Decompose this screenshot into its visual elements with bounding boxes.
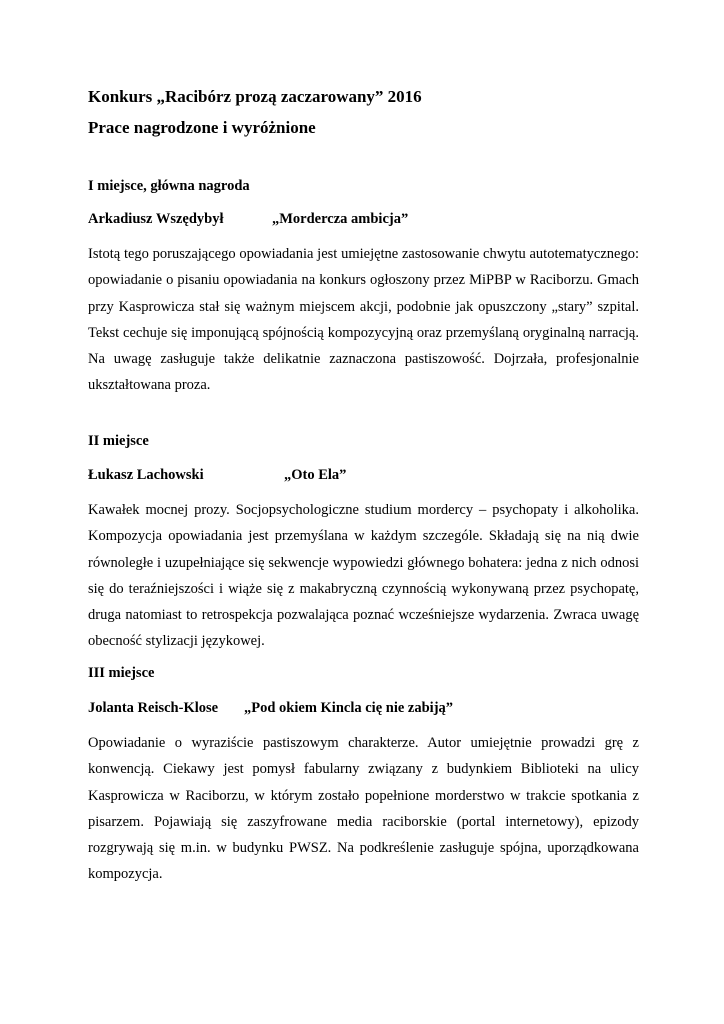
author-name-first-place: Arkadiusz Wszędybył — [88, 211, 224, 227]
work-title-first-place: „Mordercza ambicja” — [272, 211, 409, 227]
document-subtitle: Prace nagrodzone i wyróżnione — [88, 118, 316, 137]
section-heading-third-place: III miejsce — [88, 665, 155, 681]
section-heading-second-place: II miejsce — [88, 433, 149, 449]
work-title-second-place: „Oto Ela” — [284, 467, 347, 483]
jury-comment-second-place: Kawałek mocnej prozy. Socjopsychologiczne studium mordercy – psychopaty i alkoholika. Kompozycja opowiadania jest przemyślana w każdym szczególe. Składają się na nią dwie równoległe i uzupełniające się sekwencje wypowiedzi głównego bohatera: jedna z nich odnosi się do teraźniejszości i wiąże się z makabryczną czynnością wykonywaną przez psychopatę, druga natomiast to retrospekcja pozwalająca poznać wcześniejsze wydarzenia. Zwraca uwagę obecność stylizacji językowej. — [88, 502, 639, 650]
jury-comment-third-place: Opowiadanie o wyraziście pastiszowym charakterze. Autor umiejętnie prowadzi grę z konwencją. Ciekawy jest pomysł fabularny związany z budynkiem Biblioteki na ulicy Kasprowicza w Raciborzu, w którym zostało popełnione morderstwo w trakcie spotkania z pisarzem. Pojawiają się zaszyfrowane media raciborskie (portal internetowy), epizody rozgrywają się m.in. w budynku PWSZ. Na podkreślenie zasługuje spójna, uporządkowana kompozycja. — [88, 735, 639, 883]
work-title-third-place: „Pod okiem Kincla cię nie zabiją” — [244, 700, 454, 716]
jury-comment-first-place: Istotą tego poruszającego opowiadania jest umiejętne zastosowanie chwytu autotematycznego: opowiadanie o pisaniu opowiadania na konkurs ogłoszony przez MiPBP w Raciborzu. Gmach przy Kasprowicza stał się ważnym miejscem akcji, podobnie jak opuszczony „stary” szpital. Tekst cechuje się imponującą spójnością kompozycyjną oraz przemyślaną oryginalną narracją. Na uwagę zasługuje także delikatnie zaznaczona pastiszowość. Dojrzała, profesjonalnie ukształtowana proza. — [88, 246, 639, 394]
author-name-third-place: Jolanta Reisch-Klose — [88, 700, 219, 716]
section-heading-first-place: I miejsce, główna nagroda — [88, 178, 250, 194]
author-name-second-place: Łukasz Lachowski — [88, 467, 204, 483]
document-title: Konkurs „Racibórz prozą zaczarowany” 2016 — [88, 87, 422, 106]
